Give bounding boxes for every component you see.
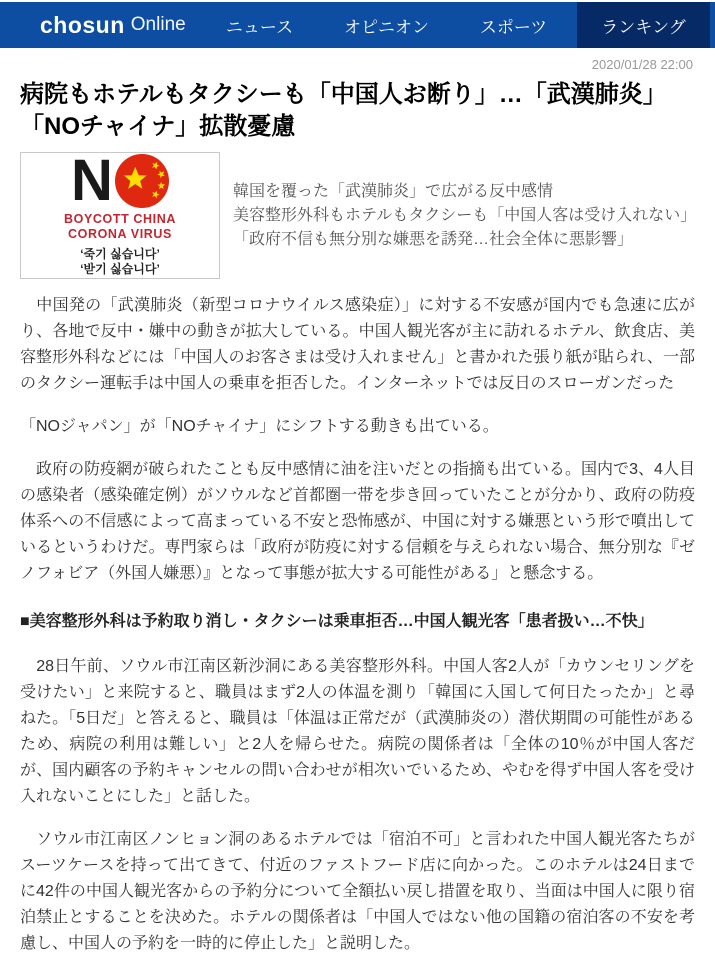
article-date: 2020/01/28 22:00 <box>591 57 693 72</box>
subhead-line-2: 美容整形外科もホテルもタクシーも「中国人客は受け入れない」 <box>233 207 697 224</box>
paragraph-3: 政府の防疫網が破られたことも反中感情に油を注いだとの指摘も出ている。国内で3、4人目の感染者（感染確定例）がソウルなど首都圏一帯を歩き回っていたことが分かり、政府の防疫体系への不信感によって高まっている不安と恐怖感が、中国に対する嫌悪という形で噴出しているというわけだ。専門家らは「政府が防疫に対する信頼を与えられない場合、無分別な『ゼノフォビア（外国人嫌悪）』となって事態が拡大する可能性がある」と懸念する。 <box>20 461 695 583</box>
subhead-line-1: 韓国を覆った「武漢肺炎」で広がる反中感情 <box>233 183 554 201</box>
korean-line-1: ‘죽기 싫습니다’ <box>80 247 160 262</box>
logo-text-light: Online <box>130 14 186 35</box>
no-china-graphic <box>71 148 169 214</box>
nav-filler <box>710 2 715 48</box>
boycott-line-2: CORONA VIRUS <box>68 227 172 242</box>
media-row <box>20 148 697 279</box>
paragraph-4: 28日午前、ソウル市江南区新沙洞にある美容整形外科。中国人客2人が「カウンセリングを受けたい」と来院すると、職員はまず2人の体温を測り「韓国に入国して何日たったか」と尋ねた。「5日だ」と答えると、職員は「体温は正常だが（武漢肺炎の）潜伏期間の可能性があるため、病院の利用は難しい」と2人を帰らせた。病院の関係者は「全体の10％が中国人客だが、国内顧客の予約キャンセルの問い合わせが相次いでいるため、やむを得ず中国人客を受け入れないことにした」と話した。 <box>20 658 695 806</box>
boycott-caption <box>64 212 176 242</box>
boycott-line-1: BOYCOTT CHINA <box>64 212 176 227</box>
logo-text-bold: chosun <box>40 11 125 38</box>
paragraph-2: 「NOジャパン」が「NOチャイナ」にシフトする動きも出ている。 <box>20 418 499 436</box>
subhead-line-3: 「政府不信も無分別な嫌悪を誘発…社会全体に悪影響」 <box>233 230 634 248</box>
nav-tab-sports[interactable]: スポーツ <box>479 17 548 37</box>
article-subhead <box>233 180 695 251</box>
site-header <box>0 2 715 48</box>
paragraph-5: ソウル市江南区ノンヒョン洞のあるホテルでは「宿泊不可」と言われた中国人観光客たちがスーツケースを持って出てきて、付近のファストフード店に向かった。このホテルは24日までに42件の中国人観光客からの予約分について全額払い戻し措置を取り、当面は中国人に限り宿泊禁止とすることを決めた。ホテルの関係者は「中国人ではない他の国籍の宿泊客の不安を考慮し、中国人の予約を一時的に停止した」と説明した。 <box>20 831 695 953</box>
article-body <box>20 293 695 957</box>
paragraph-1: 中国発の「武漢肺炎（新型コロナウイルス感染症）」に対する不安感が国内でも急速に広がり、各地で反中・嫌中の動きが拡大している。中国人観光客が主に訪れるホテル、飲食店、美容整形外科などには「中国人のお客さまは受け入れません」と書かれた張り紙が貼られ、一部のタクシー運転手は中国人の乗車を拒否した。インターネットでは反日のスローガンだった <box>20 297 695 393</box>
section-header: ■美容整形外科は予約取り消し・タクシーは乗車拒否…中国人観光客「患者扱い…不快」 <box>20 613 654 631</box>
nav-tab-ranking[interactable]: ランキング <box>577 2 710 48</box>
korean-line-2: ‘받기 싫습니다’ <box>80 262 160 277</box>
nav-tab-news[interactable]: ニュース <box>225 17 294 37</box>
korean-caption <box>80 247 160 277</box>
china-flag-icon <box>115 154 169 208</box>
site-logo[interactable] <box>0 2 196 48</box>
nav-tab-opinion[interactable]: オピニオン <box>344 17 429 37</box>
article-title: 病院もホテルもタクシーも「中国人お断り」…「武漢肺炎」「NOチャイナ」拡散憂慮 <box>20 81 667 140</box>
article-image <box>20 148 220 279</box>
letter-n: N <box>71 148 111 214</box>
